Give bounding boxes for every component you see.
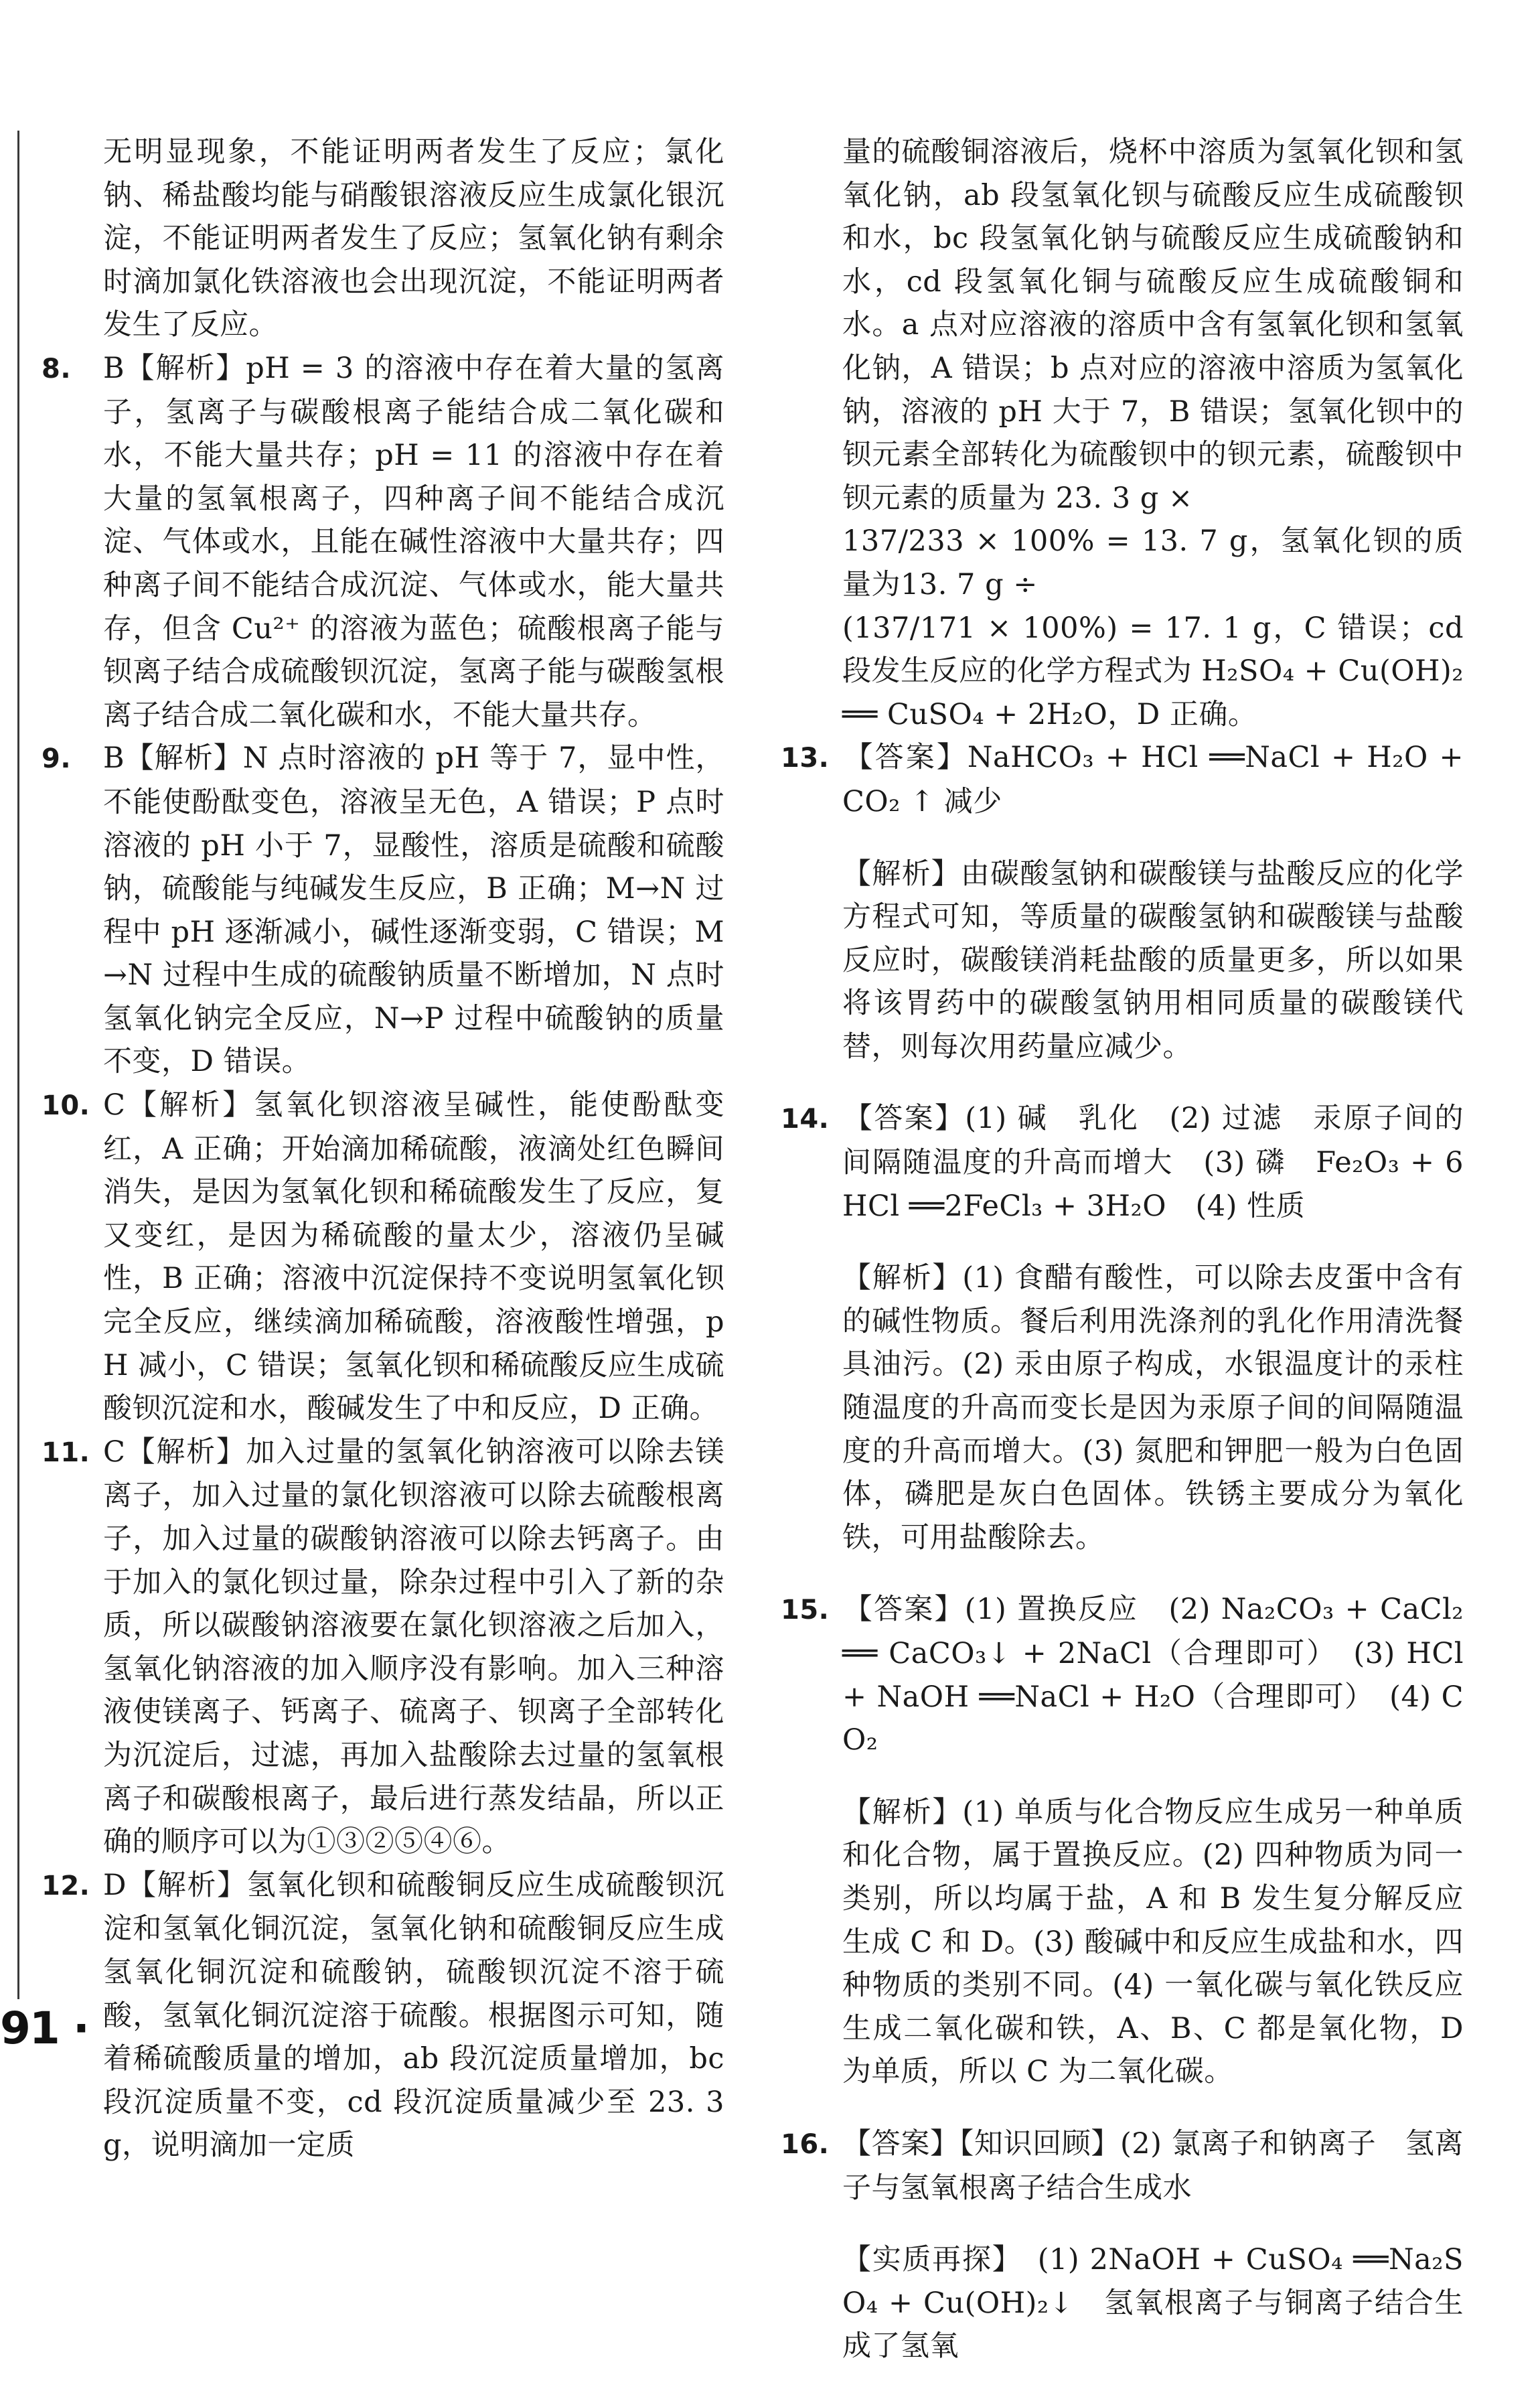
page-number: 91 · xyxy=(0,2003,88,2054)
item-12-continued-b: 137/233 × 100% = 13. 7 g，氢氧化钡的质量为13. 7 g ÷ xyxy=(842,524,1464,601)
item-14 xyxy=(781,1097,1464,1559)
item-number: 11. xyxy=(42,1437,90,1468)
item-number: 10. xyxy=(42,1090,90,1122)
item-number: 14. xyxy=(781,1104,830,1135)
item-12 xyxy=(42,1864,724,2167)
item-12-continued-c: (137/171 × 100%) = 17. 1 g，C 错误；cd 段发生反应的化学方程式为 H₂SO₄ + Cu(OH)₂ ══ CuSO₄ + 2H₂O，D 正确。 xyxy=(842,611,1464,731)
left-column xyxy=(42,131,724,2167)
item-10 xyxy=(42,1084,724,1431)
item-answer xyxy=(781,1097,1464,1228)
item-text: B【解析】N 点时溶液的 pH 等于 7，显中性，不能使酚酞变色，溶液呈无色，A 错误；P 点时溶液的 pH 小于 7，显酸性，溶质是硫酸和硫酸钠，硫酸能与纯碱发生反应，B 正确；M→N 过程中 pH 逐渐减小，碱性逐渐变弱，C 错误；M→N 过程中生成的硫酸钠质量不断增加，N 点时氢氧化钠完全反应，N→P 过程中硫酸钠的质量不变，D 错误。 xyxy=(103,741,724,1079)
item-text: D【解析】氢氧化钡和硫酸铜反应生成硫酸钡沉淀和氢氧化铜沉淀，氢氧化钠和硫酸铜反应生成氢氧化铜沉淀和硫酸钠，硫酸钡沉淀不溶于硫酸，氢氧化铜沉淀溶于硫酸。根据图示可知，随着稀硫酸质量的增加，ab 段沉淀质量增加，bc 段沉淀质量不变，cd 段沉淀质量减少至 23. 3 g，说明滴加一定质 xyxy=(103,1868,724,2163)
item-number: 13. xyxy=(781,743,830,774)
intro-paragraph: 无明显现象，不能证明两者发生了反应；氯化钠、稀盐酸均能与硝酸银溶液反应生成氯化银沉淀，不能证明两者发生了反应；氢氧化钠有剩余时滴加氯化铁溶液也会出现沉淀，不能证明两者发生了反应。 xyxy=(103,135,724,342)
item-analysis: 【解析】(1) 单质与化合物反应生成另一种单质和化合物，属于置换反应。(2) 四种物质为同一类别，所以均属于盐，A 和 B 发生复分解反应生成 C 和 D。(3) 酸碱中和反应生成盐和水，四种物质的类别不同。(4) 一氧化碳与氧化铁反应生成二氧化碳和铁，A、B、C 都是氧化物，D 为单质，所以 C 为二氧化碳。 xyxy=(842,1795,1464,2089)
item-analysis: 【解析】(1) 食醋有酸性，可以除去皮蛋中含有的碱性物质。餐后利用洗涤剂的乳化作用清洗餐具油污。(2) 汞由原子构成，水银温度计的汞柱随温度的升高而变长是因为汞原子间的间隔随温度的升高而增大。(3) 氮肥和钾肥一般为白色固体，磷肥是灰白色固体。铁锈主要成分为氧化铁，可用盐酸除去。 xyxy=(842,1261,1464,1554)
item-16 xyxy=(781,2122,1464,2368)
item-number: 8. xyxy=(42,353,72,384)
item-text: B【解析】pH = 3 的溶液中存在着大量的氢离子，氢离子与碳酸根离子能结合成二氧化碳和水，不能大量共存；pH = 11 的溶液中存在着大量的氢氧根离子，四种离子间不能结合成沉淀、气体或水，且能在碱性溶液中大量共存；四种离子间不能结合成沉淀、气体或水，能大量共存，但含 Cu²⁺ 的溶液为蓝色；硫酸根离子能与钡离子结合成硫酸钡沉淀，氢离子能与碳酸氢根离子结合成二氧化碳和水，不能大量共存。 xyxy=(103,351,724,732)
item-text: C【解析】氢氧化钡溶液呈碱性，能使酚酞变红，A 正确；开始滴加稀硫酸，液滴处红色瞬间消失，是因为氢氧化钡和稀硫酸发生了反应，复又变红，是因为稀硫酸的量太少，溶液仍呈碱性，B 正确；溶液中沉淀保持不变说明氢氧化钡完全反应，继续滴加稀硫酸，溶液酸性增强，pH 减小，C 错误；氢氧化钡和稀硫酸反应生成硫酸钡沉淀和水，酸碱发生了中和反应，D 正确。 xyxy=(103,1088,724,1426)
answer-text: 【答案】(1) 置换反应 (2) Na₂CO₃ + CaCl₂ ══ CaCO₃↓ + 2NaCl（合理即可） (3) HCl + NaOH ══NaCl + H₂O（合理即可） (4) CO₂ xyxy=(842,1593,1464,1757)
item-11 xyxy=(42,1431,724,1864)
item-answer xyxy=(781,1588,1464,1761)
item-analysis: 【实质再探】 (1) 2NaOH + CuSO₄ ══Na₂SO₄ + Cu(OH)₂↓ 氢氧根离子与铜离子结合生成了氢氧 xyxy=(842,2243,1464,2364)
item-number: 12. xyxy=(42,1870,90,1901)
item-analysis: 【解析】由碳酸氢钠和碳酸镁与盐酸反应的化学方程式可知，等质量的碳酸氢钠和碳酸镁与盐酸反应时，碳酸镁消耗盐酸的质量更多，所以如果将该胃药中的碳酸氢钠用相同质量的碳酸镁代替，则每次用药量应减少。 xyxy=(842,857,1464,1064)
item-number: 15. xyxy=(781,1595,830,1626)
item-answer xyxy=(781,2122,1464,2209)
item-8 xyxy=(42,347,724,737)
answer-text: 【答案】(1) 碱 乳化 (2) 过滤 汞原子间的间隔随温度的升高而增大 (3) 磷 Fe₂O₃ + 6HCl ══2FeCl₃ + 3H₂O (4) 性质 xyxy=(842,1102,1464,1223)
item-9 xyxy=(42,737,724,1084)
answer-text: 【答案】NaHCO₃ + HCl ══NaCl + H₂O + CO₂ ↑ 减少 xyxy=(842,741,1464,818)
item-15 xyxy=(781,1588,1464,2094)
item-text: C【解析】加入过量的氢氧化钠溶液可以除去镁离子，加入过量的氯化钡溶液可以除去硫酸根离子，加入过量的碳酸钠溶液可以除去钙离子。由于加入的氯化钡过量，除杂过程中引入了新的杂质，所以碳酸钠溶液要在氯化钡溶液之后加入，氢氧化钠溶液的加入顺序没有影响。加入三种溶液使镁离子、钙离子、硫离子、钡离子全部转化为沉淀后，过滤，再加入盐酸除去过量的氢氧根离子和碳酸根离子，最后进行蒸发结晶，所以正确的顺序可以为①③②⑤④⑥。 xyxy=(103,1435,724,1859)
item-number: 16. xyxy=(781,2128,830,2160)
item-answer xyxy=(781,736,1464,823)
item-number: 9. xyxy=(42,743,72,775)
page-left-rule xyxy=(17,131,19,1999)
item-12-continued-a: 量的硫酸铜溶液后，烧杯中溶质为氢氧化钡和氢氧化钠，ab 段氢氧化钡与硫酸反应生成硫酸钡和水，bc 段氢氧化钠与硫酸反应生成硫酸钠和水，cd 段氢氧化铜与硫酸反应生成硫酸铜和水。a 点对应溶液的溶质中含有氢氧化钡和氢氧化钠，A 错误；b 点对应的溶液中溶质为氢氧化钠，溶液的 pH 大于 7，B 错误；氢氧化钡中的钡元素全部转化为硫酸钡中的钡元素，硫酸钡中钡元素的质量为 23. 3 g × xyxy=(842,135,1464,515)
right-column xyxy=(781,131,1464,2397)
item-13 xyxy=(781,736,1464,1068)
answer-text: 【答案】【知识回顾】(2) 氯离子和钠离子 氢离子与氢氧根离子结合生成水 xyxy=(842,2126,1464,2205)
